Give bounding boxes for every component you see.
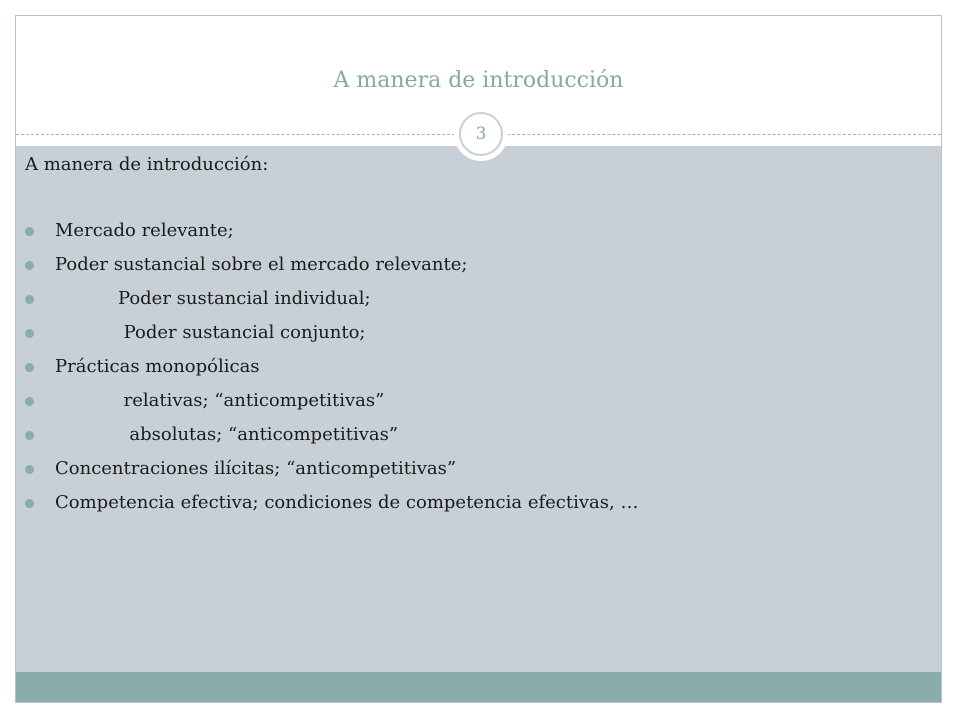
- bullet-text: relativas; “anticompetitivas”: [55, 390, 385, 411]
- bullet-item: [25, 286, 940, 320]
- page-number: 3: [459, 112, 503, 156]
- bullet-item: [25, 354, 940, 388]
- bullet-dot-icon: [25, 261, 34, 270]
- intro-text: A manera de introducción:: [25, 154, 269, 175]
- bullet-item: [25, 320, 940, 354]
- bullet-dot-icon: [25, 227, 34, 236]
- bullet-text: Mercado relevante;: [55, 220, 234, 241]
- bullet-dot-icon: [25, 295, 34, 304]
- bullet-item: [25, 218, 940, 252]
- bullet-dot-icon: [25, 363, 34, 372]
- bullet-dot-icon: [25, 329, 34, 338]
- bullet-text: Prácticas monopólicas: [55, 356, 260, 377]
- bullet-text: Poder sustancial sobre el mercado relevante;: [55, 254, 468, 275]
- footer-band: [16, 672, 941, 703]
- bullet-item: [25, 422, 940, 456]
- bullet-item: [25, 388, 940, 422]
- bullet-item: [25, 252, 940, 286]
- bullet-dot-icon: [25, 465, 34, 474]
- bullet-item: [25, 490, 940, 524]
- bullet-text: Poder sustancial conjunto;: [55, 322, 366, 343]
- bullet-text: Poder sustancial individual;: [55, 288, 371, 309]
- bullet-dot-icon: [25, 499, 34, 508]
- bullet-dot-icon: [25, 397, 34, 406]
- slide-title: A manera de introducción: [333, 68, 624, 93]
- bullet-text: Concentraciones ilícitas; “anticompetitivas”: [55, 458, 457, 479]
- bullet-list: [25, 218, 940, 524]
- slide-body: [25, 152, 940, 524]
- bullet-text: absolutas; “anticompetitivas”: [55, 424, 399, 445]
- bullet-item: [25, 456, 940, 490]
- bullet-dot-icon: [25, 431, 34, 440]
- bullet-text: Competencia efectiva; condiciones de competencia efectivas, …: [55, 492, 639, 513]
